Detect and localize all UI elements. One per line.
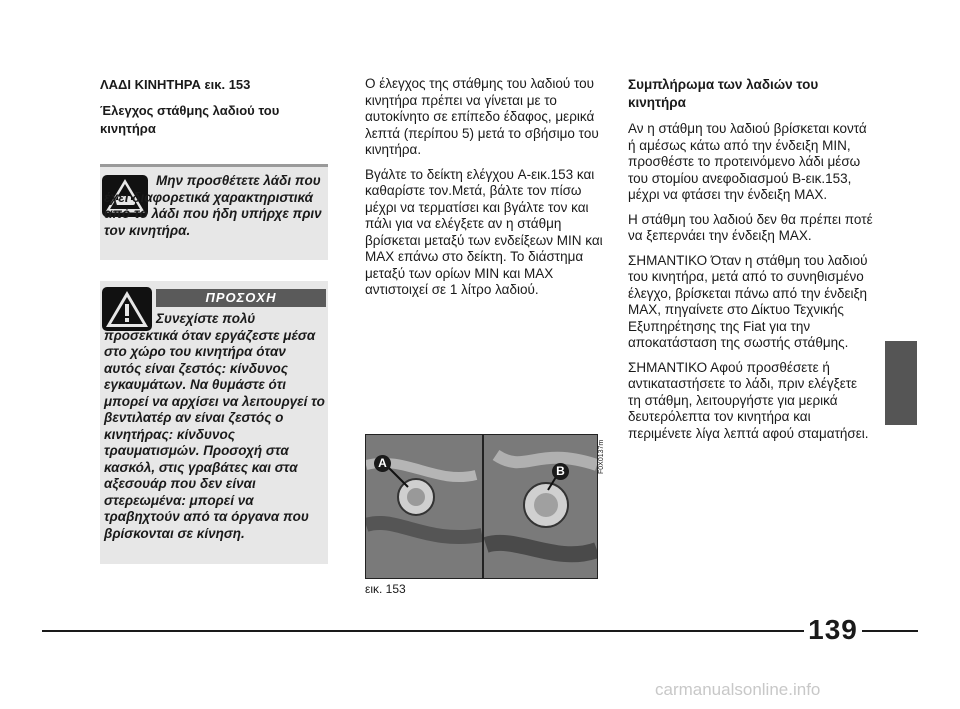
section-subheading: Έλεγχος στάθμης λαδιού του κινητήρα: [100, 103, 280, 136]
middle-column: [365, 76, 605, 307]
middle-para-1: Ο έλεγχος της στάθμης του λαδιού του κινητήρα πρέπει να γίνεται με το αυτοκίνητο σε επίπεδο έδαφος, μερικά λεπτά (περίπου 5) μετά το σβήσιμο του κινητήρα.: [365, 76, 599, 157]
warning-text: Συνεχίστε πολύ προσεκτικά όταν εργάζεστε μέσα στο χώρο του κινητήρα όταν αυτός είναι ζεστός: κίνδυνος εγκαυμάτων. Να θυμάστε ότι μπορεί να αρχίσει να λειτουργεί το βεντιλατέρ αν είναι ζεστός ο κινητήρας: κίνδυνος τραυματισμών. Προσοχή στα κασκόλ, στις γραβάτες και στα αξεσουάρ που δεν είναι στερεωμένα: μπορεί να τραβηχτούν από τα όργανα που βρίσκονται σε κίνηση.: [104, 311, 325, 541]
section-heading: ΛΑΔΙ ΚΙΝΗΤΗΡΑ εικ. 153: [100, 77, 251, 92]
section-tab: [885, 341, 917, 425]
right-column: [628, 76, 873, 450]
note-text: Μην προσθέτετε λάδι που έχει διαφορετικά χαρακτηριστικά από το λάδι που ήδη υπήρχε πριν τον κινητήρα.: [104, 173, 322, 238]
callout-b: B: [552, 463, 569, 480]
right-para-3: ΣΗΜΑΝΤΙΚΟ Όταν η στάθμη του λαδιού του κινητήρα, μετά από το συνηθισμένο έλεγχο, βρίσκεται πάνω από την ένδειξη MAX, πηγαίνετε στο Δίκτυο Τεχνικής Εξυπηρέτησης της Fiat για την αποκατάσταση της σωστής στάθμης.: [628, 252, 868, 350]
watermark: carmanualsonline.info: [655, 680, 821, 699]
note-box: [100, 164, 328, 260]
warning-box: [100, 281, 328, 564]
engine-photo: [365, 434, 598, 579]
callout-a: A: [374, 455, 391, 472]
left-column: [100, 76, 330, 138]
page-number: 139: [808, 614, 858, 645]
figure-code: F0X0137m: [598, 439, 605, 474]
footer-rule-left: [42, 630, 804, 632]
middle-para-2: Βγάλτε το δείκτη ελέγχου A-εικ.153 και καθαρίστε τον.Μετά, βάλτε τον πίσω μέχρι να τερματίσει και βγάλτε τον και πάλι για να ελέγξετε αν η στάθμη βρίσκεται μεταξύ των ενδείξεων MIN και MAX επάνω στο δείκτη. Το διάστημα μεταξύ των ορίων MIN και MAX αντιστοιχεί σε 1 λίτρο λαδιού.: [365, 166, 603, 297]
right-para-4: ΣΗΜΑΝΤΙΚΟ Αφού προσθέσετε ή αντικαταστήσετε το λάδι, πριν ελέγξετε τη στάθμη, λειτουργήστε για μερικά δευτερόλεπτα τον κινητήρα και περιμένετε λίγα λεπτά αφού σταματήσει.: [628, 359, 869, 441]
right-para-1: Αν η στάθμη του λαδιού βρίσκεται κοντά ή αμέσως κάτω από την ένδειξη MIN, προσθέστε το προτεινόμενο λάδι μέσω του στομίου ανεφοδιασμού B-εικ.153, μέχρι να φτάσει την ένδειξη MAX.: [628, 121, 867, 202]
footer-rule-right: [862, 630, 918, 632]
warning-title: ΠΡΟΣΟΧΗ: [156, 289, 326, 307]
right-heading: Συμπλήρωμα των λαδιών του κινητήρα: [628, 77, 819, 110]
right-para-2: Η στάθμη του λαδιού δεν θα πρέπει ποτέ να ξεπερνάει την ένδειξη MAX.: [628, 211, 873, 243]
figure-caption: εικ. 153: [365, 582, 406, 596]
photo-divider: [482, 435, 484, 578]
